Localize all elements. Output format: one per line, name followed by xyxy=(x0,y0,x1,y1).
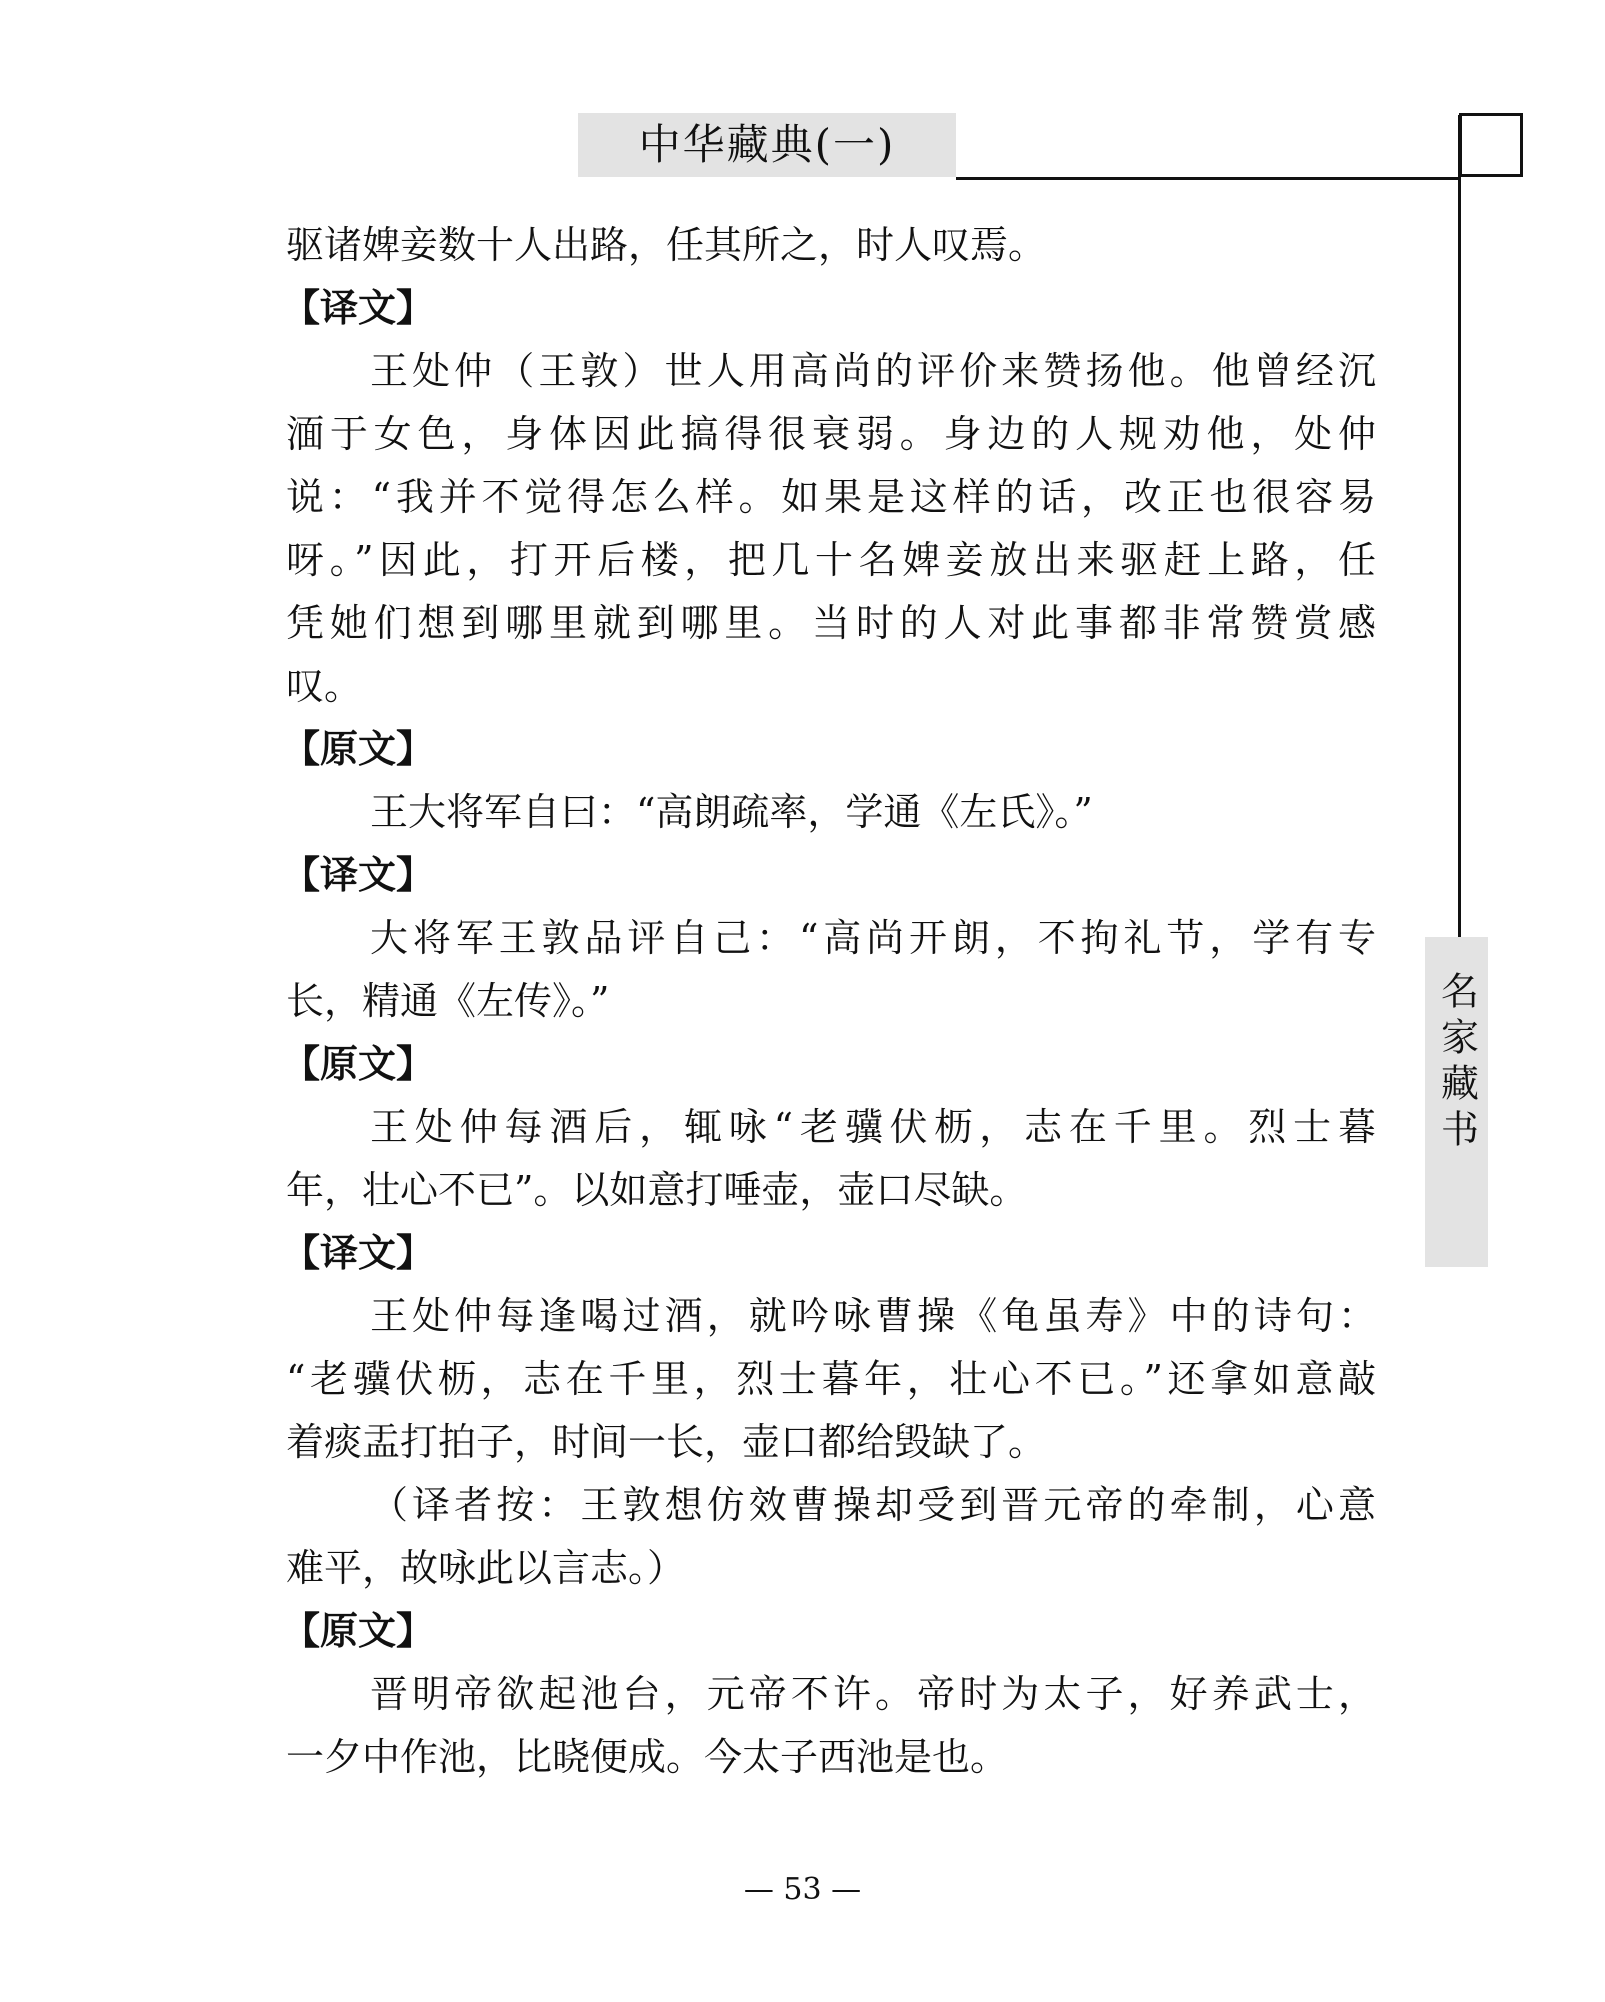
text-line: 大将军王敦品评自己：“高尚开朗，不拘礼节，学有专 xyxy=(370,916,1376,960)
text-line: 王处仲每逢喝过酒，就吟咏曹操《龟虽寿》中的诗句： xyxy=(370,1294,1376,1338)
text-line: 晋明帝欲起池台，元帝不许。帝时为太子，好养武士， xyxy=(370,1672,1376,1716)
text-line: 一夕中作池，比晓便成。今太子西池是也。 xyxy=(286,1735,1009,1779)
side-tab xyxy=(1425,937,1488,1267)
text-line: 呀。”因此，打开后楼，把几十名婢妾放出来驱赶上路，任 xyxy=(286,538,1376,582)
text-line: 叹。 xyxy=(286,664,363,708)
book-title: 中华藏典(一) xyxy=(578,113,956,177)
text-line: 驱诸婢妾数十人出路，任其所之，时人叹焉。 xyxy=(286,223,1047,267)
section-heading: 【原文】 xyxy=(282,1042,435,1086)
section-heading: 【译文】 xyxy=(282,1231,435,1275)
section-heading: 【原文】 xyxy=(282,727,435,771)
section-heading: 【原文】 xyxy=(282,1609,435,1653)
text-line: （译者按：王敦想仿效曹操却受到晋元帝的牵制，心意 xyxy=(370,1483,1376,1527)
text-line: 说：“我并不觉得怎么样。如果是这样的话，改正也很容易 xyxy=(286,475,1376,519)
text-line: 王处仲（王敦）世人用高尚的评价来赞扬他。他曾经沉 xyxy=(370,349,1376,393)
text-line: 湎于女色，身体因此搞得很衰弱。身边的人规劝他，处仲 xyxy=(286,412,1376,456)
section-heading: 【译文】 xyxy=(282,286,435,330)
header-rule xyxy=(956,177,1459,180)
text-line: 王处仲每酒后，辄咏“老骥伏枥，志在千里。烈士暮 xyxy=(370,1105,1376,1149)
corner-box-decoration xyxy=(1459,113,1523,177)
side-tab-label: 名家藏书 xyxy=(1434,971,1479,1155)
text-line: 难平，故咏此以言志。） xyxy=(286,1546,686,1590)
margin-vertical-rule xyxy=(1458,115,1461,939)
text-line: “老骥伏枥，志在千里，烈士暮年，壮心不已。”还拿如意敲 xyxy=(286,1357,1376,1401)
page-body-text xyxy=(282,214,1376,1789)
text-line: 年，壮心不已”。以如意打唾壶，壶口尽缺。 xyxy=(286,1168,1028,1212)
text-line: 着痰盂打拍子，时间一长，壶口都给毁缺了。 xyxy=(286,1420,1047,1464)
text-line: 长，精通《左传》。” xyxy=(286,979,610,1023)
text-line: 凭她们想到哪里就到哪里。当时的人对此事都非常赞赏感 xyxy=(286,601,1376,645)
page-number: — 53 — xyxy=(743,1872,862,1907)
section-heading: 【译文】 xyxy=(282,853,435,897)
text-line: 王大将军自曰：“高朗疏率，学通《左氏》。” xyxy=(370,790,1093,834)
